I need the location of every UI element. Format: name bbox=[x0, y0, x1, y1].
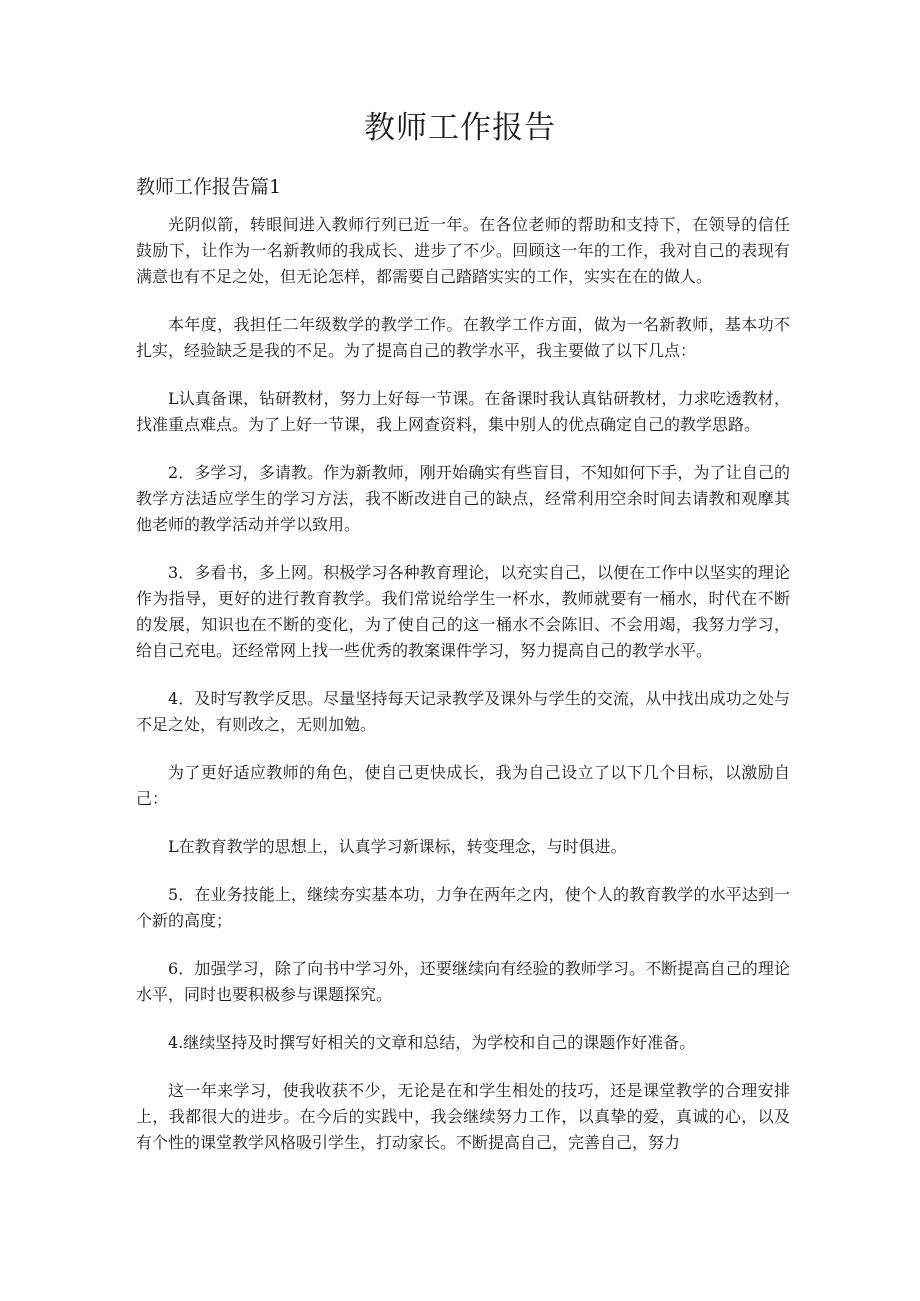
document-title: 教师工作报告 bbox=[364, 110, 556, 146]
paragraph: 4.继续坚持及时撰写好相关的文章和总结，为学校和自己的课题作好准备。 bbox=[168, 1033, 696, 1052]
document-body bbox=[136, 212, 790, 1178]
section-title: 教师工作报告篇1 bbox=[136, 176, 282, 198]
paragraph: L认真备课，钻研教材，努力上好每一节课。在备课时我认真钻研教材，力求吃透教材，找准重点难点。为了上好一节课，我上网查资料，集中别人的优点确定自己的教学思路。 bbox=[136, 389, 790, 434]
paragraph: L在教育教学的思想上，认真学习新课标，转变理念，与时俱进。 bbox=[168, 837, 627, 856]
paragraph: 4．及时写教学反思。尽量坚持每天记录教学及课外与学生的交流，从中找出成功之处与不足之处，有则改之，无则加勉。 bbox=[136, 689, 790, 734]
paragraph: 光阴似箭，转眼间进入教师行列已近一年。在各位老师的帮助和支持下，在领导的信任鼓励下，让作为一名新教师的我成长、进步了不少。回顾这一年的工作，我对自己的表现有满意也有不足之处，但无论怎样，都需要自己踏踏实实的工作，实实在在的做人。 bbox=[136, 215, 790, 286]
paragraph: 2．多学习，多请教。作为新教师，刚开始确实有些盲目，不知如何下手，为了让自己的教学方法适应学生的学习方法，我不断改进自己的缺点，经常利用空余时间去请教和观摩其他老师的教学活动并学以致用。 bbox=[136, 463, 790, 534]
paragraph: 5．在业务技能上，继续夯实基本功，力争在两年之内，使个人的教育教学的水平达到一个新的高度； bbox=[136, 885, 790, 930]
paragraph: 3．多看书，多上网。积极学习各种教育理论，以充实自己，以便在工作中以坚实的理论作为指导，更好的进行教育教学。我们常说给学生一杯水，教师就要有一桶水，时代在不断的发展，知识也在不断的变化，为了使自己的这一桶水不会陈旧、不会用竭，我努力学习，给自己充电。还经常网上找一些优秀的教案课件学习，努力提高自己的教学水平。 bbox=[136, 563, 790, 660]
paragraph: 6．加强学习，除了向书中学习外，还要继续向有经验的教师学习。不断提高自己的理论水平，同时也要积极参与课题探究。 bbox=[136, 959, 790, 1004]
paragraph: 为了更好适应教师的角色，使自己更快成长，我为自己设立了以下几个目标，以激励自己： bbox=[136, 763, 790, 808]
paragraph: 这一年来学习，使我收获不少，无论是在和学生相处的技巧，还是课堂教学的合理安排上，我都很大的进步。在今后的实践中，我会继续努力工作，以真挚的爱，真诚的心，以及有个性的课堂教学风格吸引学生，打动家长。不断提高自己，完善自己，努力 bbox=[136, 1081, 790, 1152]
paragraph: 本年度，我担任二年级数学的教学工作。在教学工作方面，做为一名新教师，基本功不扎实，经验缺乏是我的不足。为了提高自己的教学水平，我主要做了以下几点： bbox=[136, 315, 790, 360]
